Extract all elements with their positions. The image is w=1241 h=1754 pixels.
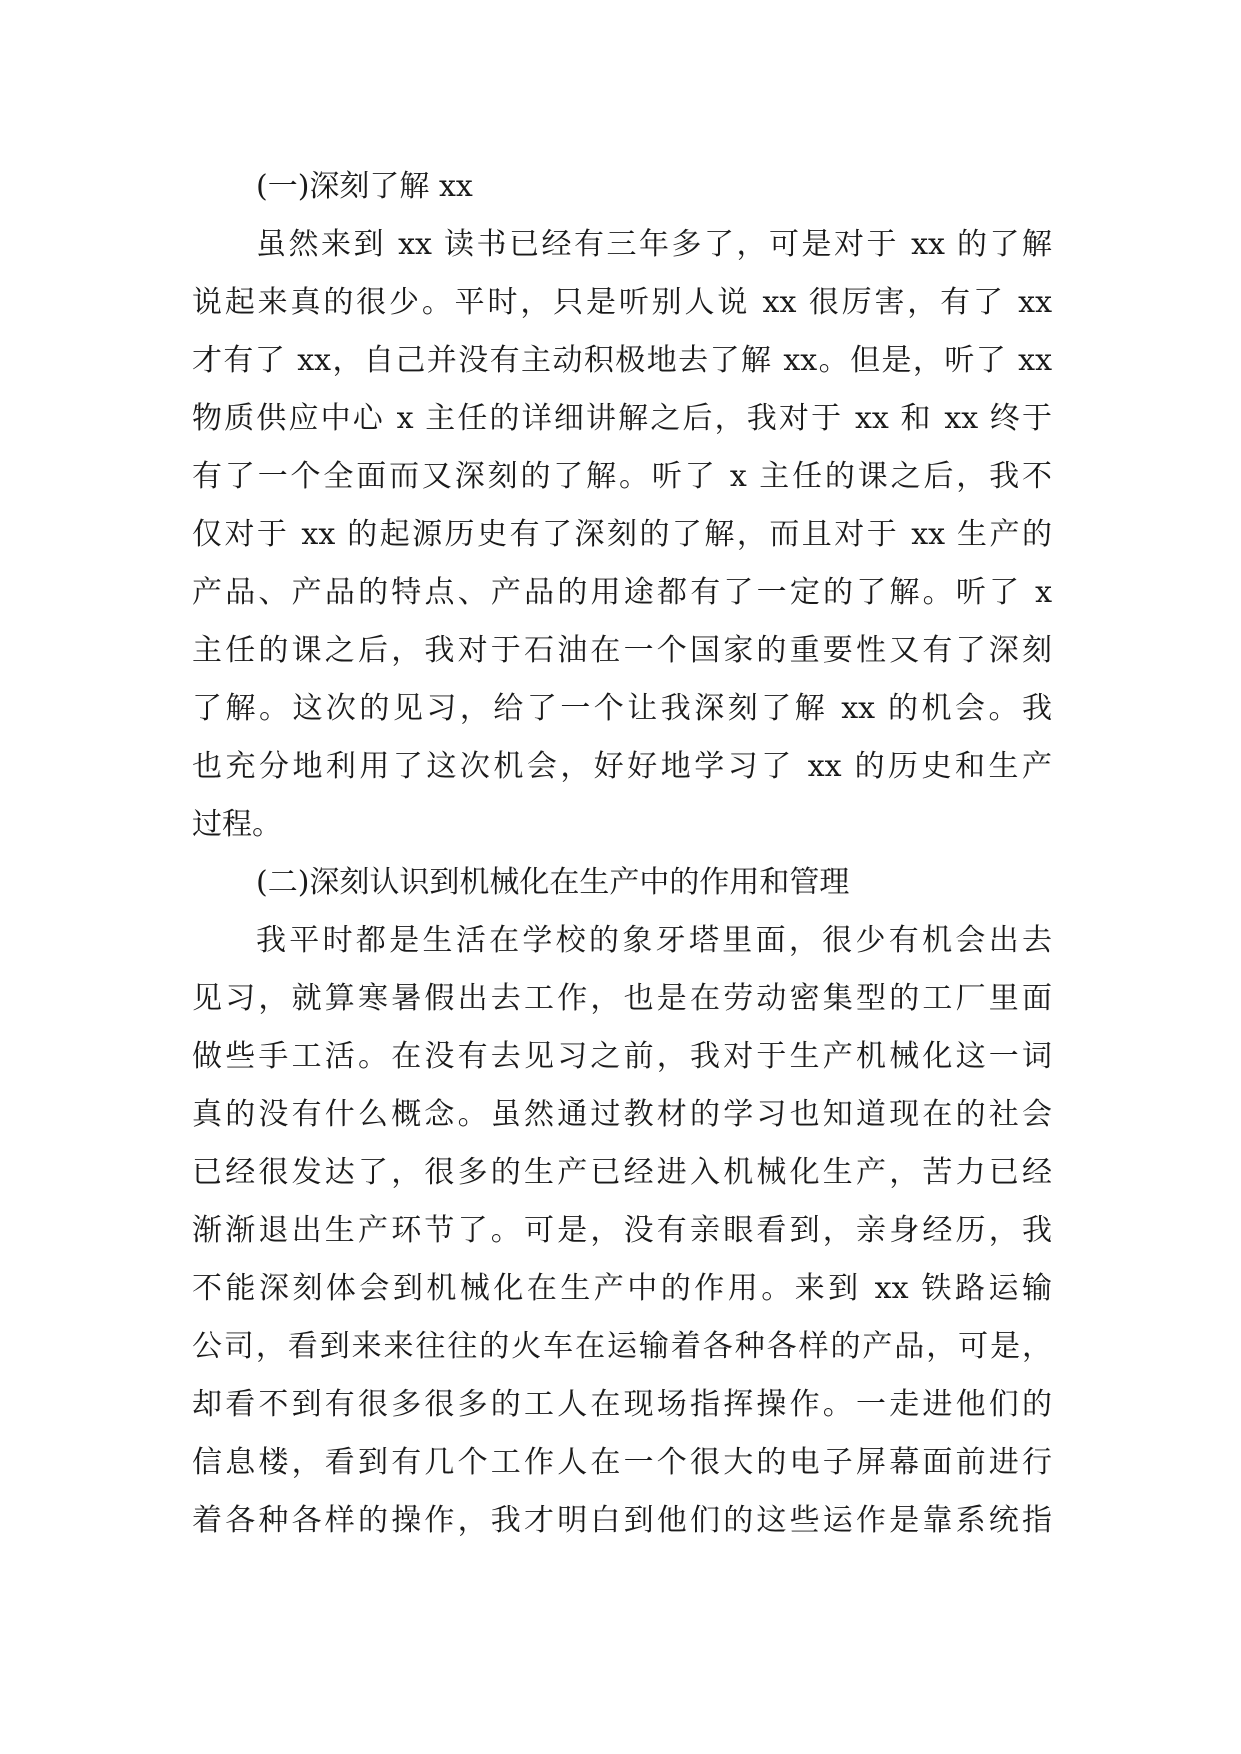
- paragraph-line: 产品、产品的特点、产品的用途都有了一定的了解。听了 x: [192, 575, 1052, 610]
- paragraph-line: 主任的课之后，我对于石油在一个国家的重要性又有了深刻: [192, 633, 1052, 668]
- paragraph-line: 渐渐退出生产环节了。可是，没有亲眼看到，亲身经历，我: [192, 1213, 1052, 1248]
- paragraph-line: 仅对于 xx 的起源历史有了深刻的了解，而且对于 xx 生产的: [192, 517, 1052, 552]
- paragraph-line: 我平时都是生活在学校的象牙塔里面，很少有机会出去: [256, 923, 1052, 958]
- paragraph-line: 做些手工活。在没有去见习之前，我对于生产机械化这一词: [192, 1039, 1052, 1074]
- section-heading-2: (二)深刻认识到机械化在生产中的作用和管理: [256, 865, 850, 900]
- paragraph-line: 也充分地利用了这次机会，好好地学习了 xx 的历史和生产: [192, 749, 1052, 784]
- section-heading-1: (一)深刻了解 xx: [256, 169, 473, 204]
- paragraph-line: 已经很发达了，很多的生产已经进入机械化生产，苦力已经: [192, 1155, 1052, 1190]
- paragraph-line: 着各种各样的操作，我才明白到他们的这些运作是靠系统指: [192, 1503, 1052, 1538]
- paragraph-line: 过程。: [192, 807, 282, 842]
- paragraph-line: 信息楼，看到有几个工作人在一个很大的电子屏幕面前进行: [192, 1445, 1052, 1480]
- paragraph-line: 说起来真的很少。平时，只是听别人说 xx 很厉害，有了 xx: [192, 285, 1052, 320]
- paragraph-line: 却看不到有很多很多的工人在现场指挥操作。一走进他们的: [192, 1387, 1052, 1422]
- paragraph-line: 见习，就算寒暑假出去工作，也是在劳动密集型的工厂里面: [192, 981, 1052, 1016]
- paragraph-line: 物质供应中心 x 主任的详细讲解之后，我对于 xx 和 xx 终于: [192, 401, 1052, 436]
- paragraph-line: 虽然来到 xx 读书已经有三年多了，可是对于 xx 的了解: [256, 227, 1052, 262]
- paragraph-line: 了解。这次的见习，给了一个让我深刻了解 xx 的机会。我: [192, 691, 1052, 726]
- paragraph-line: 才有了 xx，自己并没有主动积极地去了解 xx。但是，听了 xx: [192, 343, 1052, 378]
- document-body: [192, 158, 1052, 1550]
- paragraph-line: 公司，看到来来往往的火车在运输着各种各样的产品，可是，: [192, 1329, 1052, 1364]
- paragraph-line: 真的没有什么概念。虽然通过教材的学习也知道现在的社会: [192, 1097, 1052, 1132]
- paragraph-line: 有了一个全面而又深刻的了解。听了 x 主任的课之后，我不: [192, 459, 1052, 494]
- paragraph-line: 不能深刻体会到机械化在生产中的作用。来到 xx 铁路运输: [192, 1271, 1052, 1306]
